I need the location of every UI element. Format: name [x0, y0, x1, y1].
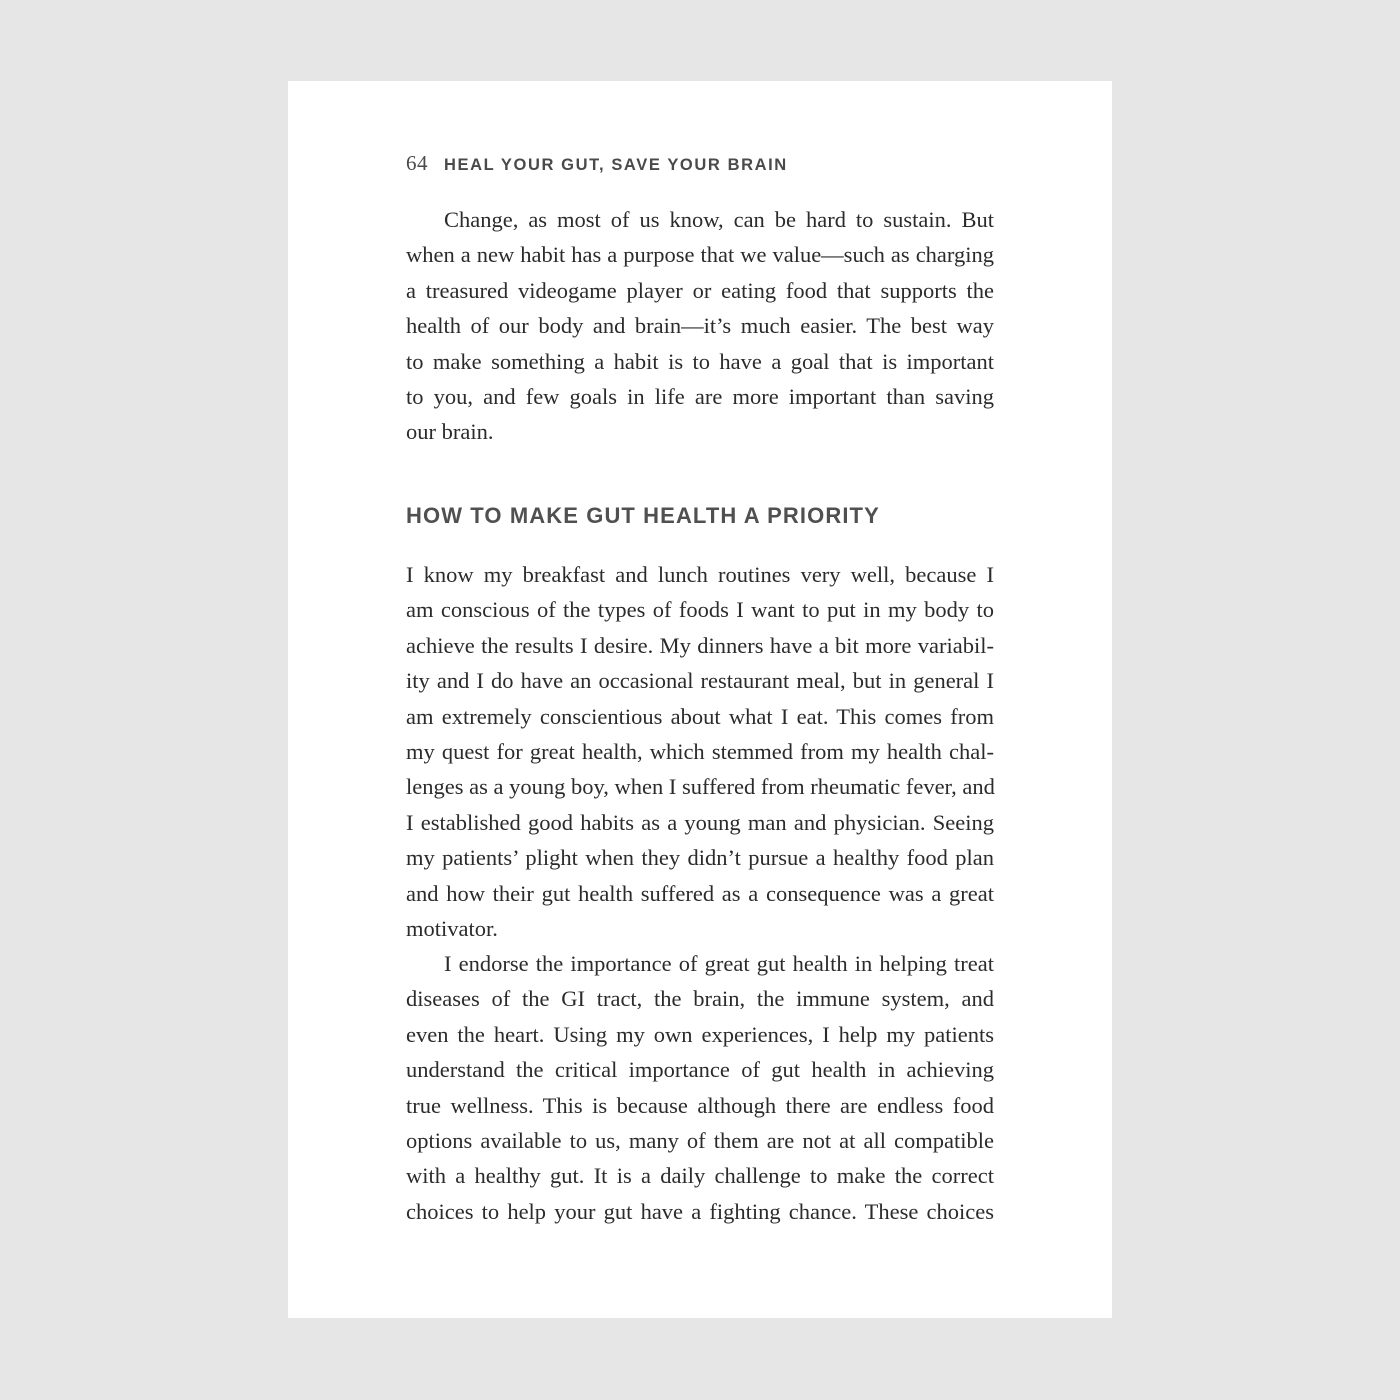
- paragraph-line: diseases of the GI tract, the brain, the immune system, and: [406, 986, 994, 1012]
- paragraph-line: when a new habit has a purpose that we value—such as charging: [406, 242, 994, 268]
- paragraph-line: choices to help your gut have a fighting chance. These choices: [406, 1198, 994, 1224]
- paragraph-line: understand the critical importance of gut health in achieving: [406, 1057, 994, 1083]
- paragraph-line: my patients’ plight when they didn’t pursue a healthy food plan: [406, 845, 994, 871]
- paragraph-line: to make something a habit is to have a goal that is important: [406, 348, 994, 374]
- paragraph-line: Change, as most of us know, can be hard to sustain. But: [444, 207, 994, 232]
- running-head: [406, 151, 788, 176]
- paragraph-line: I established good habits as a young man and physician. Seeing: [406, 809, 994, 835]
- paragraph-line: ity and I do have an occasional restaurant meal, but in general I: [406, 668, 994, 694]
- paragraph-endorse: [406, 946, 994, 1229]
- paragraph-line: am extremely conscientious about what I eat. This comes from: [406, 703, 994, 729]
- paragraph-change: [406, 202, 994, 450]
- paragraph-line: achieve the results I desire. My dinners have a bit more variabil-: [406, 632, 994, 658]
- paragraph-line: with a healthy gut. It is a daily challenge to make the correct: [406, 1163, 994, 1189]
- paragraph-line: to you, and few goals in life are more important than saving: [406, 383, 994, 409]
- paragraph-line: options available to us, many of them are not at all compatible: [406, 1127, 994, 1153]
- paragraph-line: and how their gut health suffered as a consequence was a great: [406, 880, 994, 906]
- paragraph-line: lenges as a young boy, when I suffered from rheumatic fever, and: [406, 774, 995, 800]
- paragraph-routines: [406, 557, 994, 946]
- paragraph-line: my quest for great health, which stemmed from my health chal-: [406, 738, 994, 764]
- section-heading: HOW TO MAKE GUT HEALTH A PRIORITY: [406, 503, 880, 528]
- paragraph-line: I know my breakfast and lunch routines very well, because I: [406, 562, 994, 587]
- paragraph-line: our brain.: [406, 419, 494, 445]
- paragraph-line: true wellness. This is because although there are endless food: [406, 1092, 994, 1118]
- paragraph-line: health of our body and brain—it’s much easier. The best way: [406, 313, 994, 339]
- paragraph-line: even the heart. Using my own experiences, I help my patients: [406, 1021, 994, 1047]
- running-head-title: HEAL YOUR GUT, SAVE YOUR BRAIN: [444, 156, 788, 174]
- paragraph-line: motivator.: [406, 915, 498, 941]
- paragraph-line: a treasured videogame player or eating food that supports the: [406, 277, 994, 303]
- page-number: 64: [406, 151, 428, 175]
- paragraph-line: I endorse the importance of great gut health in helping treat: [444, 951, 994, 976]
- book-page: [288, 81, 1112, 1318]
- paragraph-line: am conscious of the types of foods I want to put in my body to: [406, 597, 994, 623]
